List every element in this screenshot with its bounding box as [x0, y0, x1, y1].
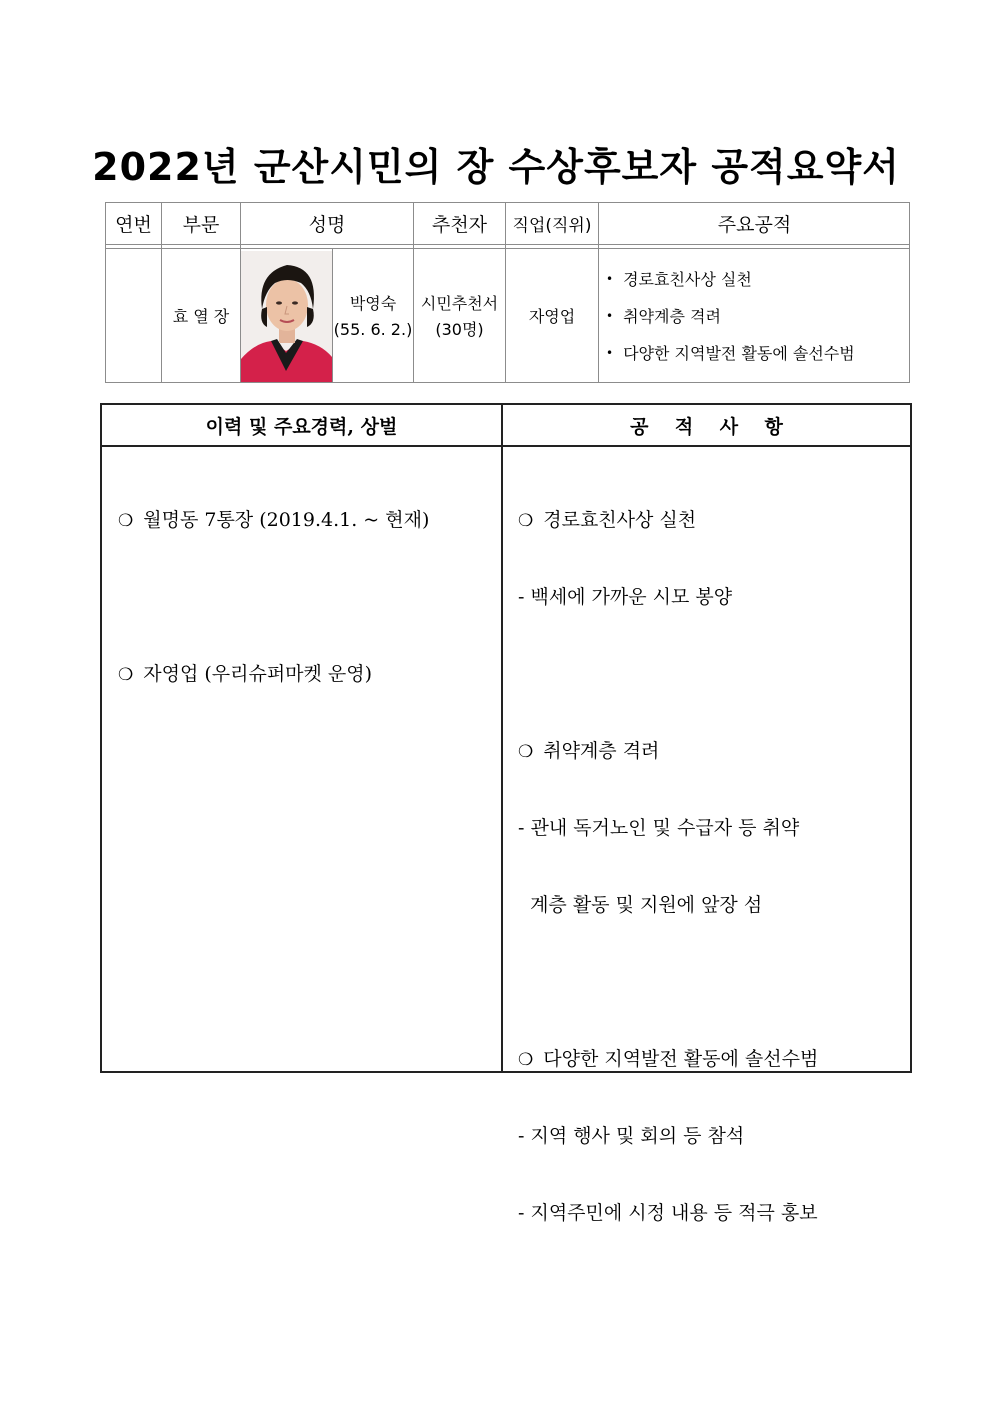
- merit-heading: ❍ 취약계층 격려: [518, 735, 818, 768]
- candidate-name: 박영숙: [349, 293, 397, 313]
- candidate-birth: (55. 6. 2.): [333, 319, 413, 339]
- career-list: [118, 460, 429, 735]
- merit-detail-line: 계층 활동 및 지원에 앞장 섬: [518, 894, 763, 916]
- page-title: 2022년 군산시민의 장 수상후보자 공적요약서: [92, 145, 900, 189]
- merit-heading: ❍ 다양한 지역발전 활동에 솔선수범: [518, 1043, 818, 1076]
- divider: [106, 244, 909, 245]
- portrait-image: [241, 251, 332, 382]
- summary-table: [105, 202, 910, 383]
- divider: [102, 445, 910, 447]
- cell-recommender: [414, 289, 505, 344]
- header-job: 직업(직위): [512, 216, 592, 236]
- cell-job: 자영업: [528, 307, 576, 326]
- merit-detail-line: - 관내 독거노인 및 수급자 등 취약: [518, 817, 800, 839]
- career-item: ❍ 자영업 (우리슈퍼마켓 운영): [118, 658, 429, 691]
- recommender-line1: 시민추천서: [420, 293, 499, 313]
- career-item: ❍ 월명동 7통장 (2019.4.1. ~ 현재): [118, 504, 429, 537]
- record-right-header: 공 적 사 항: [630, 415, 783, 438]
- merit-detail-line: - 백세에 가까운 시모 봉양: [518, 586, 733, 608]
- header-no: 연번: [115, 214, 152, 236]
- merits-list: [606, 261, 855, 372]
- merit-item: • 취약계층 격려: [606, 298, 855, 335]
- record-left-header: 이력 및 주요경력, 상벌: [205, 415, 398, 438]
- header-category: 부문: [182, 214, 220, 236]
- divider: [501, 405, 503, 1071]
- merit-item: • 경로효친사상 실천: [606, 261, 855, 298]
- merit-detail-line: - 지역주민에 시정 내용 등 적극 홍보: [518, 1202, 818, 1224]
- merit-item: • 다양한 지역발전 활동에 솔선수범: [606, 335, 855, 372]
- recommender-line2: (30명): [435, 319, 484, 339]
- cell-category: 효 열 장: [172, 307, 230, 326]
- merit-details: [518, 460, 818, 1274]
- merit-heading: ❍ 경로효친사상 실천: [518, 504, 818, 537]
- cell-name: [333, 289, 413, 344]
- candidate-photo: [241, 251, 332, 382]
- header-name: 성명: [308, 214, 346, 236]
- header-merits: 주요공적: [717, 214, 792, 236]
- merit-detail-line: - 지역 행사 및 회의 등 참석: [518, 1125, 745, 1147]
- cell-no: [106, 249, 161, 382]
- header-recommender: 추천자: [431, 214, 488, 236]
- record-box: [100, 403, 912, 1224]
